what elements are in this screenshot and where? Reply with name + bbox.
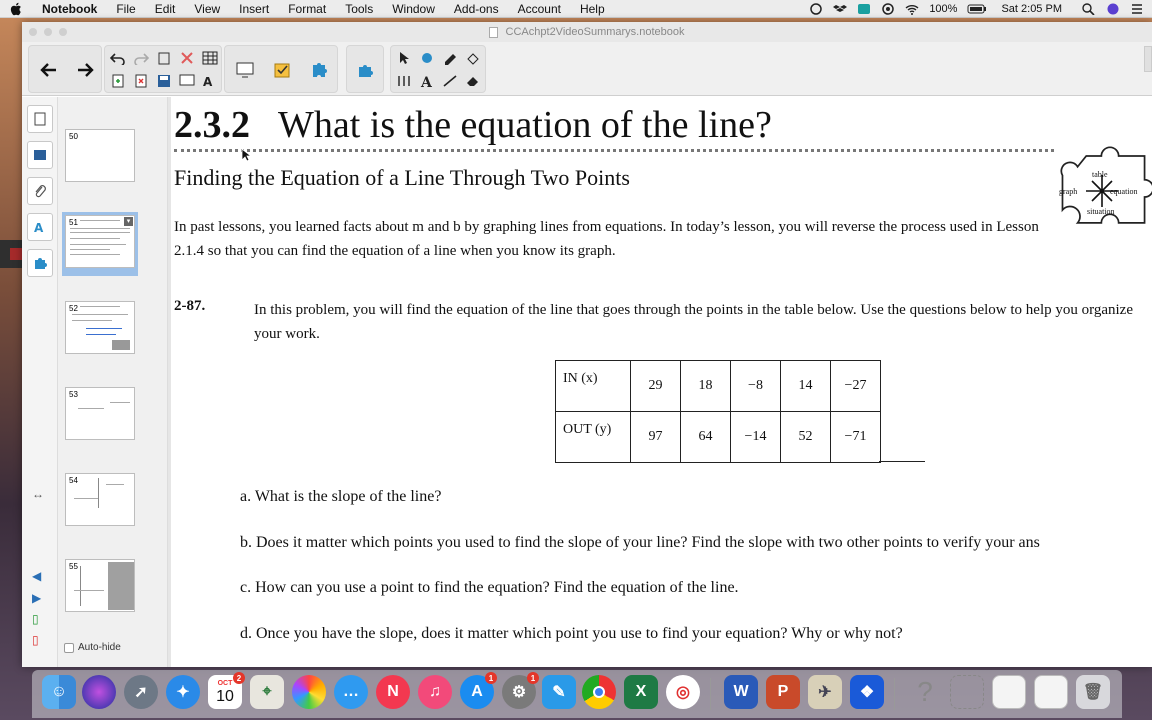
notebook-page[interactable]	[172, 97, 1152, 667]
menu-edit[interactable]: Edit	[154, 1, 176, 16]
in-out-table	[555, 360, 881, 463]
close-window-button[interactable]	[29, 28, 37, 36]
zoom-window-button[interactable]	[59, 28, 67, 36]
table-cell: 64	[681, 412, 731, 463]
document-icon	[489, 27, 498, 38]
wifi-icon[interactable]	[905, 3, 919, 15]
sidebar-divider[interactable]	[168, 97, 171, 667]
puzzle-label-situation: situation	[1087, 207, 1115, 216]
dock-separator	[710, 678, 711, 710]
properties-tab[interactable]	[27, 213, 53, 241]
menu-file[interactable]: File	[116, 1, 136, 16]
page-number: 51	[69, 218, 78, 227]
page-sorter-tab[interactable]	[27, 105, 53, 133]
question-d: d. Once you have the slope, does it matter which point you use to find your equation? Why or why not?	[240, 625, 903, 642]
downloads-stack-icon[interactable]	[950, 675, 984, 709]
page-sorter	[58, 97, 168, 667]
delete-icon[interactable]	[177, 48, 197, 68]
resize-sidebar-icon[interactable]: ↔	[32, 487, 44, 501]
mouse-cursor-icon	[241, 148, 251, 167]
document-stack-icon[interactable]	[992, 675, 1026, 709]
pen-tools-group	[390, 45, 486, 93]
app-menu[interactable]: Notebook	[42, 1, 98, 16]
menu-help[interactable]: Help	[579, 1, 605, 16]
battery-percent: 100%	[929, 3, 958, 15]
edit-group	[104, 45, 222, 93]
move-sidebar-right-icon[interactable]: ▶	[32, 591, 42, 605]
lesson-subtitle: Finding the Equation of a Line Through Two Points	[174, 165, 630, 190]
table-cell: −71	[831, 412, 881, 463]
line-tool-icon[interactable]	[440, 71, 460, 91]
menu-addons[interactable]: Add-ons	[453, 1, 499, 16]
svg-text:A: A	[203, 75, 213, 88]
lesson-number: 2.3.2	[174, 104, 250, 146]
toolbar	[22, 42, 1152, 96]
menu-account[interactable]: Account	[517, 1, 561, 16]
screenshot-stack-icon[interactable]	[1034, 675, 1068, 709]
system-preferences-badge: 1	[527, 672, 539, 684]
question-c: c. How can you use a point to find the equation? Find the equation of the line.	[240, 579, 739, 596]
autohide-toggle[interactable]	[64, 642, 121, 653]
help-question-icon[interactable]: ?	[917, 676, 933, 707]
chrome-icon[interactable]	[582, 675, 616, 709]
page-thumbnail[interactable]	[65, 559, 135, 612]
title-divider	[174, 149, 1054, 152]
question-a: a. What is the slope of the line?	[240, 488, 442, 505]
dropbox-dock-icon[interactable]: ❖	[850, 675, 884, 709]
creative-cloud-icon[interactable]	[809, 3, 823, 15]
sidebar-add-page-icon[interactable]: ▯	[32, 612, 39, 626]
page-number: 54	[69, 476, 78, 485]
gallery-tab[interactable]	[27, 141, 53, 169]
siri-dock-icon[interactable]	[82, 675, 116, 709]
google-drive-icon[interactable]	[881, 3, 895, 15]
table-cell: 97	[631, 412, 681, 463]
launchpad-icon[interactable]: ➚	[124, 675, 158, 709]
menu-insert[interactable]: Insert	[239, 1, 270, 16]
page-thumbnail[interactable]	[65, 301, 135, 354]
thumbnail-menu-icon[interactable]: ▾	[124, 217, 133, 226]
select-arrow-icon[interactable]	[394, 48, 414, 68]
highlighter-icon[interactable]	[440, 48, 460, 68]
measurement-tools-icon[interactable]	[394, 71, 414, 91]
spotlight-search-icon[interactable]	[1082, 3, 1096, 15]
table-cell: 18	[681, 361, 731, 412]
svg-text:A: A	[421, 75, 432, 88]
svg-text:A: A	[34, 221, 44, 234]
calendar-day: 10	[216, 687, 234, 705]
safari-icon[interactable]: ✦	[166, 675, 200, 709]
previous-page-button[interactable]	[31, 48, 67, 92]
trash-icon[interactable]: 🗑	[1076, 675, 1110, 709]
apple-menu-icon[interactable]	[10, 2, 24, 16]
record-stop-icon	[10, 248, 22, 260]
addons-tab[interactable]	[27, 249, 53, 277]
fill-icon[interactable]	[463, 48, 483, 68]
puzzle-label-table: table	[1092, 170, 1108, 179]
page-number: 53	[69, 390, 78, 399]
messages-icon[interactable]: …	[334, 675, 368, 709]
menu-window[interactable]: Window	[392, 1, 435, 16]
autohide-label: Auto-hide	[78, 642, 121, 653]
table-row	[556, 412, 881, 463]
save-icon[interactable]	[154, 71, 174, 91]
display-group	[224, 45, 338, 93]
problem-number: 2-87.	[174, 298, 206, 314]
calendar-badge: 2	[233, 672, 245, 684]
powerpoint-icon[interactable]: P	[766, 675, 800, 709]
redo-icon[interactable]	[131, 48, 151, 68]
title-bar	[22, 22, 1152, 42]
excel-icon[interactable]: X	[624, 675, 658, 709]
page-number: 52	[69, 304, 78, 313]
paste-icon[interactable]	[154, 48, 174, 68]
dock-separator	[894, 678, 895, 710]
intro-paragraph: In past lessons, you learned facts about m and b by graphing lines from equations. In today’s lesson, you will reverse the process used in Lesson 2.1.4 so that you can find the equation of a line when you know its graph.	[174, 219, 1039, 259]
next-page-button[interactable]	[67, 48, 103, 92]
puzzle-label-graph: graph	[1059, 187, 1078, 196]
notebook-app-icon[interactable]: ✎	[542, 675, 576, 709]
page-number: 50	[69, 132, 78, 141]
maps-icon[interactable]: ⌖	[250, 675, 284, 709]
puzzle-label-equation: equation	[1110, 187, 1138, 196]
preview-icon[interactable]: ✈	[808, 675, 842, 709]
notification-center-icon[interactable]	[1130, 3, 1144, 15]
table-cell: −8	[731, 361, 781, 412]
table-cell: −27	[831, 361, 881, 412]
dock	[32, 670, 1122, 718]
page-number: 55	[69, 562, 78, 571]
activity-builder-icon[interactable]	[265, 48, 301, 92]
finder-icon[interactable]: ☺	[42, 675, 76, 709]
autohide-checkbox[interactable]	[64, 643, 74, 653]
window-title: CCAchpt2VideoSummarys.notebook	[505, 26, 685, 38]
delete-page-icon[interactable]	[131, 71, 151, 91]
photos-icon[interactable]	[292, 675, 326, 709]
table-cell: 29	[631, 361, 681, 412]
screen-shade-icon[interactable]	[177, 71, 197, 91]
table-extension-line	[879, 461, 925, 462]
page-thumbnail[interactable]	[65, 215, 135, 268]
battery-icon[interactable]	[967, 3, 981, 15]
music-icon[interactable]: ♫	[418, 675, 452, 709]
math-tools-icon[interactable]	[348, 48, 384, 92]
navigation-group	[28, 45, 102, 93]
page-thumbnail[interactable]	[65, 387, 135, 440]
addon-puzzle-icon[interactable]	[301, 48, 337, 92]
table-header-in: IN (x)	[556, 361, 631, 412]
question-b: b. Does it matter which points you used to find the slope of your line? Find the slope with two other points to verify your ans	[240, 534, 1040, 551]
pen-icon[interactable]	[417, 48, 437, 68]
display-settings-icon[interactable]	[227, 48, 263, 92]
page-thumbnail[interactable]	[65, 129, 135, 182]
app-store-icon[interactable]: A 1	[460, 675, 494, 709]
siri-icon[interactable]	[1106, 3, 1120, 15]
menu-view[interactable]: View	[194, 1, 221, 16]
app-store-badge: 1	[485, 672, 497, 684]
lesson-title: What is the equation of the line?	[278, 104, 772, 146]
calendar-icon[interactable]	[208, 675, 242, 709]
representation-web-puzzle-logo	[1052, 127, 1152, 257]
attachments-tab[interactable]	[27, 177, 53, 205]
eraser-icon[interactable]	[463, 71, 483, 91]
menu-bar	[0, 0, 1152, 18]
problem-text: In this problem, you will find the equation of the line that goes through the points in the table below. Use the questions below to help you organize your work.	[254, 302, 1134, 342]
right-panel-toggle[interactable]	[1144, 46, 1152, 72]
addons-group	[346, 45, 384, 93]
screen-recorder-icon[interactable]: ◎	[666, 675, 700, 709]
sidebar-delete-page-icon[interactable]: ▯	[32, 633, 39, 647]
table-row	[556, 361, 881, 412]
table-cell: 52	[781, 412, 831, 463]
menu-format[interactable]: Format	[288, 1, 327, 16]
table-cell: −14	[731, 412, 781, 463]
system-preferences-icon[interactable]: ⚙ 1	[502, 675, 536, 709]
screen-capture-icon[interactable]	[857, 3, 871, 15]
text-format-icon[interactable]	[200, 71, 220, 91]
table-cell: 14	[781, 361, 831, 412]
side-tabs	[22, 97, 58, 667]
text-tool-icon[interactable]	[417, 71, 437, 91]
calendar-month: OCT	[217, 679, 233, 687]
add-page-icon[interactable]	[108, 71, 128, 91]
move-sidebar-left-icon[interactable]: ◀	[32, 569, 42, 583]
page-thumbnail[interactable]	[65, 473, 135, 526]
menu-tools[interactable]: Tools	[345, 1, 374, 16]
menubar-clock[interactable]: Sat 2:05 PM	[1001, 3, 1062, 15]
minimize-window-button[interactable]	[44, 28, 52, 36]
undo-icon[interactable]	[108, 48, 128, 68]
notebook-window	[22, 22, 1152, 667]
news-icon[interactable]: N	[376, 675, 410, 709]
insert-table-icon[interactable]	[200, 48, 220, 68]
dropbox-icon[interactable]	[833, 3, 847, 15]
table-header-out: OUT (y)	[556, 412, 631, 463]
word-icon[interactable]: W	[724, 675, 758, 709]
